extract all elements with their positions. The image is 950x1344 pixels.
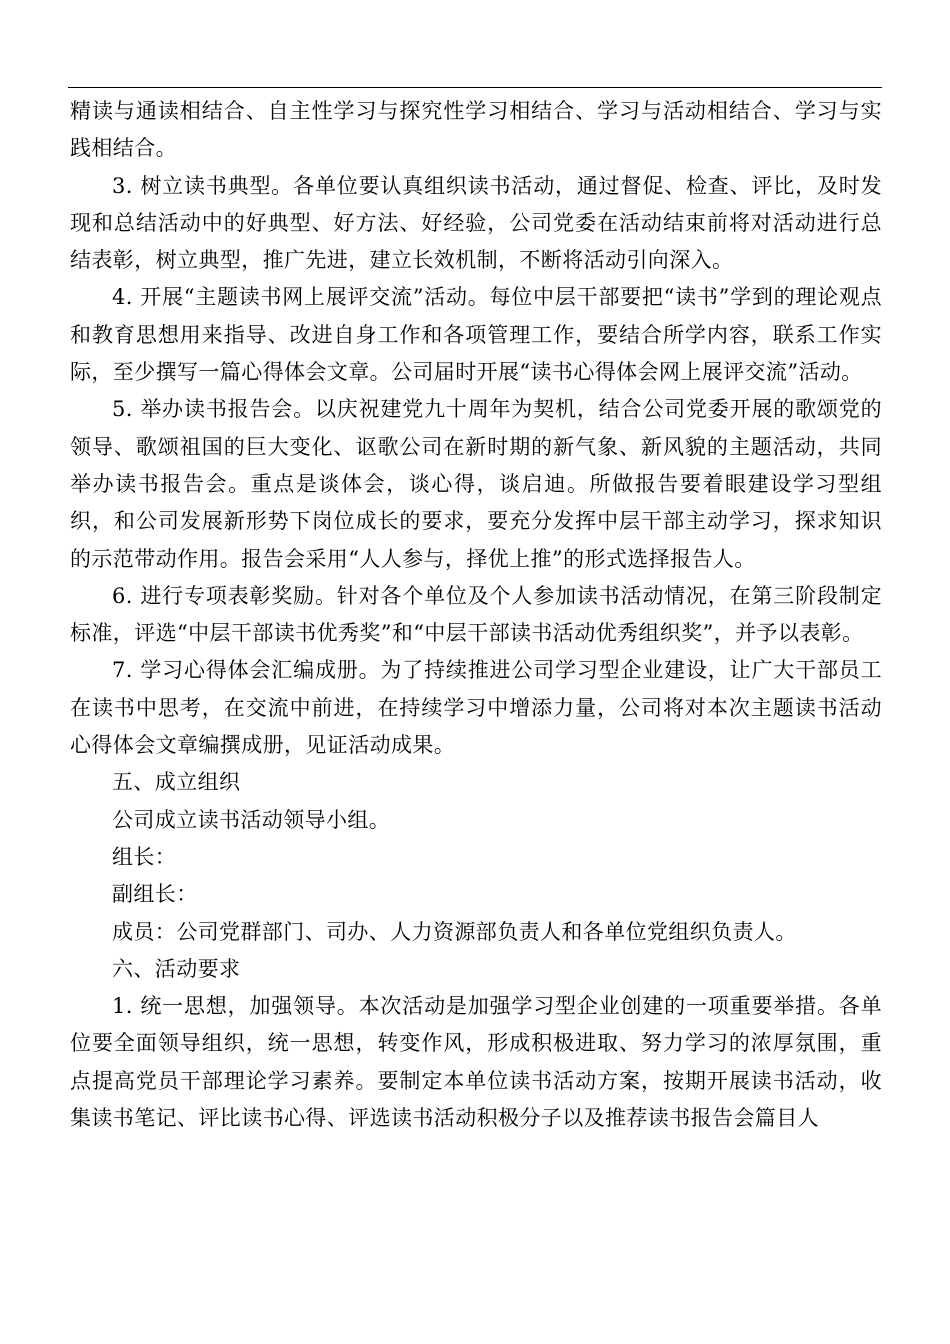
- paragraph-group-intro: 公司成立读书活动领导小组。: [112, 807, 391, 832]
- paragraph-members: 成员：公司党群部门、司办、人力资源部负责人和各单位党组织负责人。: [112, 919, 797, 944]
- document-body: [70, 93, 882, 1137]
- paragraph-item-6: 6. 进行专项表彰奖励。针对各个单位及个人参加读书活动情况，在第三阶段制定标准，评选“中层干部读书优秀奖”和“中层干部读书活动优秀组织奖”，并予以表彰。: [70, 583, 882, 646]
- section-heading-6: 六、活动要求: [112, 956, 241, 981]
- paragraph-item-7: 7. 学习心得体会汇编成册。为了持续推进公司学习型企业建设，让广大干部员工在读书中思考，在交流中前进，在持续学习中增添力量，公司将对本次主题读书活动心得体会文章编撰成册，见证活动成果。: [70, 658, 882, 758]
- section-heading-5: 五、成立组织: [112, 770, 241, 795]
- paragraph-item-3: 3. 树立读书典型。各单位要认真组织读书活动，通过督促、检查、评比，及时发现和总结活动中的好典型、好方法、好经验，公司党委在活动结束前将对活动进行总结表彰，树立典型，推广先进，建立长效机制，不断将活动引向深入。: [70, 173, 882, 273]
- paragraph-deputy-leader: 副组长：: [112, 882, 198, 907]
- paragraph-item-5: 5. 举办读书报告会。以庆祝建党九十周年为契机，结合公司党委开展的歌颂党的领导、歌颂祖国的巨大变化、讴歌公司在新时期的新气象、新风貌的主题活动，共同举办读书报告会。重点是谈体会，谈心得，谈启迪。所做报告要着眼建设学习型组织，和公司发展新形势下岗位成长的要求，要充分发挥中层干部主动学习，探求知识的示范带动作用。报告会采用“人人参与，择优上推”的形式选择报告人。: [70, 397, 882, 571]
- paragraph-requirement-1: 1. 统一思想，加强领导。本次活动是加强学习型企业创建的一项重要举措。各单位要全面领导组织，统一思想，转变作风，形成积极进取、努力学习的浓厚氛围，重点提高党员干部理论学习素养。要制定本单位读书活动方案，按期开展读书活动，收集读书笔记、评比读书心得、评选读书活动积极分子以及推荐读书报告会篇目人: [70, 994, 882, 1131]
- header-rule: [68, 87, 882, 88]
- paragraph-leader: 组长：: [112, 844, 177, 869]
- paragraph-continuation: 精读与通读相结合、自主性学习与探究性学习相结合、学习与活动相结合、学习与实践相结合。: [70, 99, 882, 161]
- paragraph-item-4: 4. 开展“主题读书网上展评交流”活动。每位中层干部要把“读书”学到的理论观点和教育思想用来指导、改进自身工作和各项管理工作，要结合所学内容，联系工作实际，至少撰写一篇心得体会文章。公司届时开展“读书心得体会网上展评交流”活动。: [70, 285, 882, 385]
